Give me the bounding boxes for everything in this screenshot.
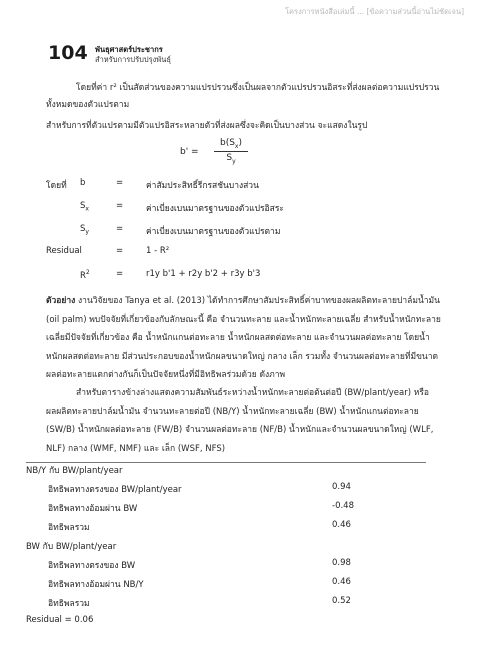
definition-label: Residual — [46, 246, 82, 256]
table-row-label: อิทธิพลรวม — [48, 523, 90, 533]
definition-label: โดยที่ — [46, 181, 67, 191]
formula-numerator: $b(S_x)$ — [214, 138, 248, 152]
table-row-label: BW กับ BW/plant/year — [26, 542, 117, 552]
definition-row — [46, 178, 446, 192]
paragraph-partial: สำหรับการที่ตัวแปรตามมีตัวแปรอิสระหลายตัวที่ส่งผลซึ่งจะคิดเป็นบางส่วน จะแสดงในรูป — [46, 121, 368, 131]
example-paragraph — [46, 292, 446, 385]
paragraph-r-squared: โดยที่ค่า r² เป็นสัดส่วนของความแปรปรวนซึ่งเป็นผลจากตัวแปรปรวนอิสระที่ส่งผลต่อความแปรปรวนทั้งหมดของตัวแปรตาม — [46, 83, 440, 110]
definition-text: r1y b'1 + r2y b'2 + r3y b'3 — [146, 269, 261, 279]
table-row-value: 0.94 — [332, 482, 351, 492]
definition-text: ค่าเบี่ยงเบนมาตรฐานของตัวแปรอิสระ — [146, 204, 284, 214]
definition-symbol: b — [80, 178, 86, 188]
definition-equals: = — [116, 201, 124, 211]
table-row-label: Residual = 0.06 — [26, 615, 94, 625]
formula-lhs: b' = — [180, 147, 199, 157]
formula-denominator: $S_y$ — [226, 152, 236, 165]
definition-equals: = — [116, 224, 124, 234]
table-row-label: อิทธิพลรวม — [48, 599, 90, 609]
definition-equals: = — [116, 269, 124, 279]
book-title: พันธุศาสตร์ประชากร — [95, 45, 163, 54]
table-row-label: อิทธิพลทางอ้อมผ่าน BW — [48, 504, 138, 514]
example-label: ตัวอย่าง — [46, 296, 76, 306]
table-row-value: -0.48 — [332, 501, 354, 511]
standardized-coefficient-formula — [180, 138, 270, 168]
example-text: งานวิจัยของ Tanya et al. (2013) ได้ทำการศึกษาสัมประสิทธิ์ค่าบาทของผลผลิตทะลายปาล์มน้ำมัน (oil palm) พบปัจจัยที่เกี่ยวข้องกับลักษณะนี้ คือ จำนวนทะลาย และน้ำหนักทะลายเฉลี่ย สำหรับน้ำหนักทะลายเฉลี่ยมีปัจจัยที่เกี่ยวข้อง คือ น้ำหนักแกนต่อทะลาย น้ำหนักผลสดต่อทะลาย และจำนวนผลต่อทะลาย โดยน้ำหนักผลสดต่อทะลาย มีส่วนประกอบของน้ำหนักผลขนาดใหญ่ กลาง เล็ก รวมทั้ง จำนวนผลต่อทะลายที่มีขนาดผลต่อทะลายแตกต่างกันก็เป็นปัจจัยหนึ่งที่มีอิทธิพลร่วมด้วย ดังภาพ — [46, 296, 441, 380]
table-row-value: 0.98 — [332, 558, 351, 568]
table-row — [26, 482, 446, 496]
definition-text: ค่าเบี่ยงเบนมาตรฐานของตัวแปรตาม — [146, 227, 281, 237]
definition-symbol: $R^2$ — [80, 269, 90, 281]
running-head: โครงการหนังสือเล่มนี้ ... [ข้อความส่วนนี้อ่านไม่ชัดเจน] — [285, 7, 464, 16]
definition-text: 1 - R² — [146, 246, 170, 256]
table-row-label: อิทธิพลทางตรงของ BW/plant/year — [48, 485, 182, 495]
definition-text: ค่าสัมประสิทธิ์รีกรสชันบางส่วน — [146, 181, 259, 191]
definition-equals: = — [116, 178, 124, 188]
table-row — [26, 463, 446, 477]
book-subtitle: สำหรับการปรับปรุงพันธุ์ — [95, 55, 171, 64]
table-row-label: อิทธิพลทางตรงของ BW — [48, 561, 136, 571]
table-row-value: 0.52 — [332, 596, 351, 606]
page-header — [48, 42, 448, 68]
table-row — [26, 615, 446, 629]
formula-fraction — [214, 138, 248, 165]
definition-symbol: $S_y$ — [80, 224, 89, 236]
table-row-value: 0.46 — [332, 577, 351, 587]
table-row-value: 0.46 — [332, 520, 351, 530]
table-row — [26, 596, 446, 610]
table-row — [26, 577, 446, 591]
table-row — [26, 539, 446, 553]
table-row — [26, 520, 446, 534]
page-number: 104 — [48, 42, 88, 64]
definition-row — [46, 246, 446, 260]
table-row — [26, 501, 446, 515]
table-row-label: อิทธิพลทางอ้อมผ่าน NB/Y — [48, 580, 144, 590]
definition-row — [46, 224, 446, 238]
definition-row — [46, 269, 446, 283]
table-row — [26, 558, 446, 572]
definition-row — [46, 201, 446, 215]
definition-symbol: $S_x$ — [80, 201, 89, 213]
paragraph-table-intro: สำหรับตารางข้างล่างแสดงความสัมพันธ์ระหว่างน้ำหนักทะลายต่อต้นต่อปี (BW/plant/year) หรือผลผลิตทะลายปาล์มน้ำมัน จำนวนทะลายต่อปี (NB/Y) น้ำหนักทะลายเฉลี่ย (BW) น้ำหนักแกนต่อทะลาย (SW/B) น้ำหนักผลต่อทะลาย (FW/B) จำนวนผลต่อทะลาย (NF/B) น้ำหนักและจำนวนผลขนาดใหญ่ (WLF, NLF) กลาง (WMF, NMF) และ เล็ก (WSF, NFS) — [46, 388, 434, 454]
definition-equals: = — [116, 246, 124, 256]
table-row-label: NB/Y กับ BW/plant/year — [26, 466, 123, 476]
